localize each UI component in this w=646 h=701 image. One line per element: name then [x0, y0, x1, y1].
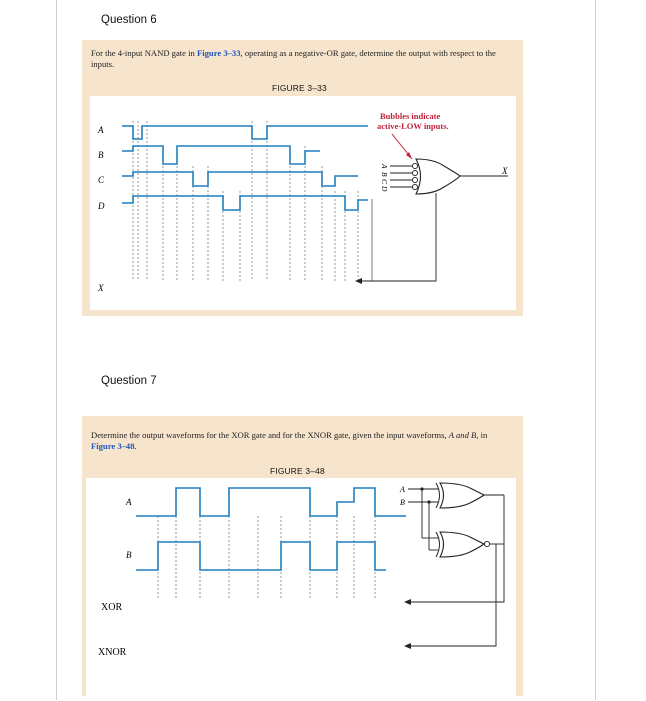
q6-prompt: For the 4-input NAND gate in Figure 3–33, operating as a negative-OR gate, determine the output with respect to the inputs. [91, 48, 496, 69]
waveform-a-2 [136, 488, 406, 516]
signal-label-b: B [98, 150, 104, 160]
figure-3-33-area [90, 96, 516, 310]
output-label-xnor: XNOR [98, 647, 127, 658]
figure-3-33-diagram [90, 96, 516, 310]
xnor-gate-input-arc [436, 532, 440, 557]
output-label-xor: XOR [101, 602, 123, 613]
signal-label-x: X [98, 283, 104, 293]
xnor-output-wire [406, 544, 496, 646]
junction-a [420, 487, 423, 490]
gate-input-c: C [380, 179, 389, 185]
gate-input-d: D [380, 186, 389, 192]
waveform-b-2 [136, 542, 386, 570]
q7-prompt: Determine the output waveforms for the XOR gate and for the XNOR gate, given the input waveforms, A and B, in Figure 3–48. [91, 430, 488, 451]
output-wire [357, 193, 436, 281]
waveform-c [122, 172, 358, 186]
figure-3-48-diagram [86, 478, 516, 696]
timing-gridlines [133, 121, 358, 281]
junction-b [427, 500, 430, 503]
negative-or-gate [416, 159, 460, 194]
waveform-b [122, 146, 320, 164]
signal-label-d: D [98, 201, 105, 211]
xor-gate-input-arc [436, 483, 440, 508]
gate-output-label: X [502, 166, 508, 176]
annotation-line-1: Bubbles indicate [380, 111, 441, 121]
figure-3-33-caption: FIGURE 3–33 [272, 83, 327, 93]
annotation-line-2: active-LOW inputs. [377, 121, 449, 131]
figure-3-48-link[interactable]: Figure 3–48 [91, 441, 135, 451]
question-6-heading: Question 6 [101, 14, 157, 26]
figure-3-48-panel [82, 416, 523, 696]
output-arrowhead [355, 278, 362, 284]
gate-input-b-2: B [400, 498, 405, 507]
question-7-heading: Question 7 [101, 375, 157, 387]
waveform-a [122, 126, 368, 139]
signal-label-a: A [98, 125, 104, 135]
xor-gate [440, 483, 484, 508]
xnor-bubble [484, 541, 489, 546]
signal-label-c: C [98, 175, 105, 185]
gate-input-lines [390, 163, 418, 189]
gate-input-labels [380, 163, 389, 192]
figure-3-48-area [86, 478, 516, 696]
figure-3-33-panel [82, 40, 523, 316]
xnor-gate [440, 532, 484, 557]
gate-wiring [408, 489, 438, 550]
gate-input-b: B [380, 172, 389, 177]
xnor-output-arrowhead [404, 643, 411, 649]
signal-label-b-2: B [126, 550, 132, 560]
xor-output-arrowhead [404, 599, 411, 605]
gate-input-a: A [380, 164, 389, 169]
gate-input-a-2: A [400, 485, 405, 494]
signal-label-a-2: A [126, 497, 132, 507]
waveform-d [122, 196, 368, 210]
timing-gridlines-2 [158, 516, 375, 598]
figure-3-48-caption: FIGURE 3–48 [270, 466, 325, 476]
figure-3-33-link[interactable]: Figure 3–33 [196, 48, 241, 58]
